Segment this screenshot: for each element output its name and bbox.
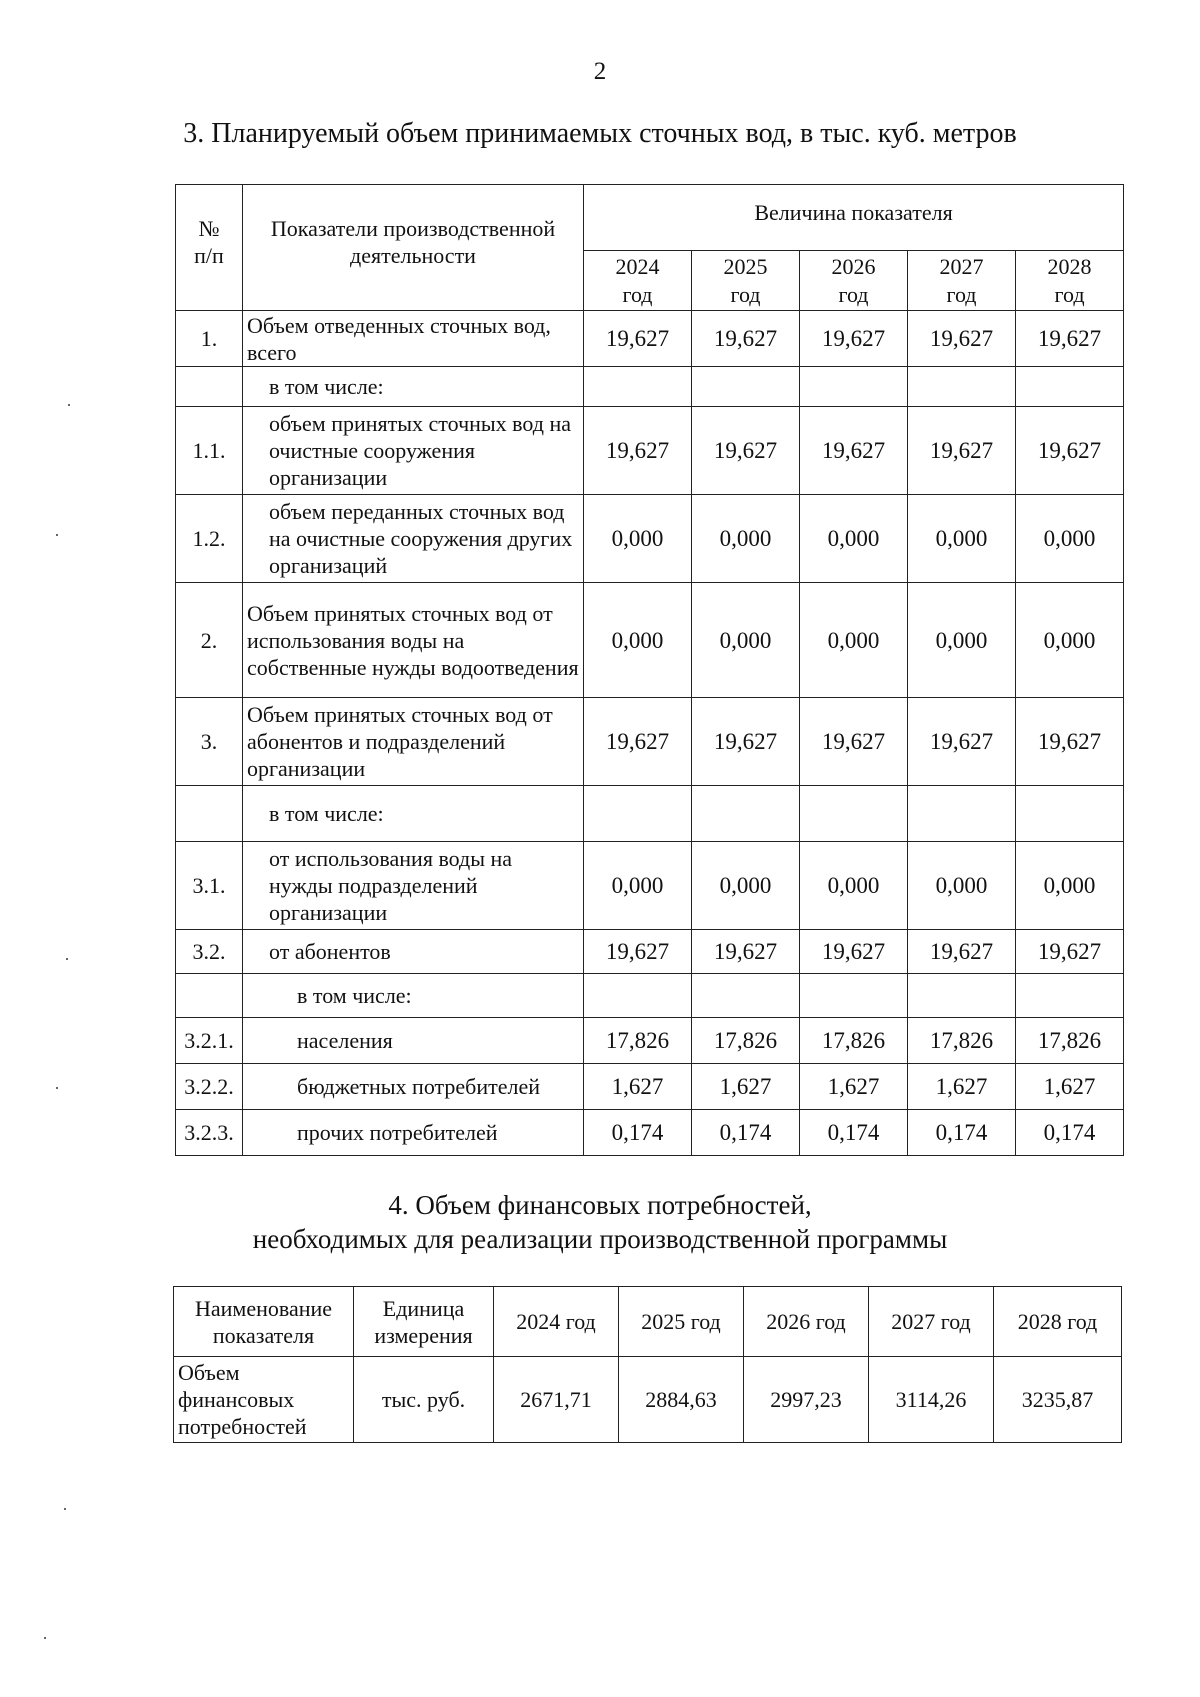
header-year: 2027 год xyxy=(869,1287,994,1357)
table-row xyxy=(176,367,1124,407)
row-value: 17,826 xyxy=(908,1018,1016,1064)
header-year: 2028 год xyxy=(994,1287,1122,1357)
header-year: 2026 год xyxy=(800,251,908,311)
row-value: 19,627 xyxy=(800,311,908,367)
row-value: 17,826 xyxy=(1016,1018,1124,1064)
margin-mark xyxy=(44,1637,46,1639)
table-row xyxy=(176,407,1124,495)
row-indicator: от использования воды на нужды подразделений организации xyxy=(243,842,584,930)
row-value: 19,627 xyxy=(584,407,692,495)
row-indicator: в том числе: xyxy=(243,367,584,407)
row-value: 19,627 xyxy=(1016,311,1124,367)
row-number: 3.1. xyxy=(176,842,243,930)
row-value xyxy=(692,786,800,842)
row-value xyxy=(800,367,908,407)
row-number xyxy=(176,786,243,842)
row-value: 0,174 xyxy=(1016,1110,1124,1156)
row-number: 3.2.3. xyxy=(176,1110,243,1156)
row-value: 0,000 xyxy=(1016,842,1124,930)
row-number: 3.2.1. xyxy=(176,1018,243,1064)
row-indicator: в том числе: xyxy=(243,786,584,842)
row-value: 0,174 xyxy=(800,1110,908,1156)
row-indicator: прочих потребителей xyxy=(243,1110,584,1156)
row-value: 1,627 xyxy=(800,1064,908,1110)
header-col-name: Наименование показателя xyxy=(174,1287,354,1357)
header-col-number: № п/п xyxy=(176,185,243,311)
row-number xyxy=(176,974,243,1018)
row-value xyxy=(584,974,692,1018)
row-value: 19,627 xyxy=(800,407,908,495)
row-value: 0,174 xyxy=(584,1110,692,1156)
header-col-value: Величина показателя xyxy=(584,185,1124,251)
row-value: 0,000 xyxy=(584,495,692,583)
section4-title-line2: необходимых для реализации производственной программы xyxy=(252,1224,948,1254)
row-value: 19,627 xyxy=(800,930,908,974)
row-value: 1,627 xyxy=(908,1064,1016,1110)
row-value: 2997,23 xyxy=(744,1357,869,1443)
table-row xyxy=(176,698,1124,786)
row-value xyxy=(908,974,1016,1018)
row-value: 19,627 xyxy=(584,311,692,367)
row-value xyxy=(1016,786,1124,842)
row-value: 19,627 xyxy=(1016,930,1124,974)
row-value: 19,627 xyxy=(800,698,908,786)
row-value: 0,000 xyxy=(1016,583,1124,698)
row-value xyxy=(692,367,800,407)
row-value xyxy=(1016,974,1124,1018)
row-value: 19,627 xyxy=(692,407,800,495)
table-row xyxy=(176,495,1124,583)
row-indicator: Объем отведенных сточных вод, всего xyxy=(243,311,584,367)
row-number: 1.1. xyxy=(176,407,243,495)
row-indicator: населения xyxy=(243,1018,584,1064)
row-number xyxy=(176,367,243,407)
row-value: 19,627 xyxy=(584,698,692,786)
header-year: 2024 год xyxy=(584,251,692,311)
row-value: 1,627 xyxy=(692,1064,800,1110)
row-value: 0,000 xyxy=(800,583,908,698)
table-row xyxy=(176,1018,1124,1064)
section3-title: 3. Планируемый объем принимаемых сточных вод, в тыс. куб. метров xyxy=(183,118,1017,149)
header-year: 2025 год xyxy=(692,251,800,311)
table-row xyxy=(176,311,1124,367)
row-value: 0,000 xyxy=(800,842,908,930)
row-value xyxy=(908,367,1016,407)
row-value: 17,826 xyxy=(800,1018,908,1064)
table-row xyxy=(176,1064,1124,1110)
header-year: 2027 год xyxy=(908,251,1016,311)
row-value: 19,627 xyxy=(692,311,800,367)
table-row xyxy=(176,930,1124,974)
row-number: 1. xyxy=(176,311,243,367)
financial-needs-table xyxy=(173,1286,1122,1443)
margin-mark xyxy=(64,1508,66,1510)
row-indicator: Объем принятых сточных вод от абонентов и подразделений организации xyxy=(243,698,584,786)
row-value: 0,000 xyxy=(908,842,1016,930)
table-row xyxy=(176,842,1124,930)
row-value: 17,826 xyxy=(692,1018,800,1064)
table-row xyxy=(176,786,1124,842)
header-year: 2025 год xyxy=(619,1287,744,1357)
row-value: 19,627 xyxy=(908,311,1016,367)
section4-title-line1: 4. Объем финансовых потребностей, xyxy=(388,1190,812,1220)
page-number: 2 xyxy=(593,58,607,85)
row-value: 1,627 xyxy=(1016,1064,1124,1110)
row-value: 0,000 xyxy=(908,583,1016,698)
row-number: 3.2.2. xyxy=(176,1064,243,1110)
row-value: 0,174 xyxy=(692,1110,800,1156)
row-value: 3235,87 xyxy=(994,1357,1122,1443)
row-indicator: от абонентов xyxy=(243,930,584,974)
header-year: 2028 год xyxy=(1016,251,1124,311)
row-value: 17,826 xyxy=(584,1018,692,1064)
row-indicator: объем принятых сточных вод на очистные сооружения организации xyxy=(243,407,584,495)
table-row xyxy=(176,1110,1124,1156)
row-number: 3. xyxy=(176,698,243,786)
row-value: 0,000 xyxy=(1016,495,1124,583)
row-value: 19,627 xyxy=(1016,407,1124,495)
header-col-indicator: Показатели производственной деятельности xyxy=(243,185,584,311)
row-number: 3.2. xyxy=(176,930,243,974)
margin-mark xyxy=(68,404,70,406)
row-value: 0,000 xyxy=(692,583,800,698)
row-number: 1.2. xyxy=(176,495,243,583)
row-value: 19,627 xyxy=(908,930,1016,974)
section4-title xyxy=(0,1188,1200,1256)
header-year: 2024 год xyxy=(494,1287,619,1357)
row-indicator: бюджетных потребителей xyxy=(243,1064,584,1110)
wastewater-volume-table xyxy=(175,184,1124,1156)
table-row xyxy=(176,583,1124,698)
row-value: 19,627 xyxy=(1016,698,1124,786)
row-indicator: в том числе: xyxy=(243,974,584,1018)
row-value: 19,627 xyxy=(692,930,800,974)
margin-mark xyxy=(56,1087,58,1089)
row-value: 19,627 xyxy=(584,930,692,974)
header-col-unit: Единица измерения xyxy=(354,1287,494,1357)
row-value: 0,174 xyxy=(908,1110,1016,1156)
row-value: 19,627 xyxy=(692,698,800,786)
row-value: 0,000 xyxy=(692,495,800,583)
row-value: 0,000 xyxy=(584,842,692,930)
row-indicator: Объем принятых сточных вод от использования воды на собственные нужды водоотведения xyxy=(243,583,584,698)
row-value: 0,000 xyxy=(800,495,908,583)
row-value xyxy=(1016,367,1124,407)
table-row xyxy=(176,974,1124,1018)
row-value: 0,000 xyxy=(584,583,692,698)
margin-mark xyxy=(66,958,68,960)
row-value xyxy=(584,786,692,842)
row-unit: тыс. руб. xyxy=(354,1357,494,1443)
row-value: 3114,26 xyxy=(869,1357,994,1443)
row-name: Объем финансовых потребностей xyxy=(174,1357,354,1443)
row-value xyxy=(800,786,908,842)
row-value: 19,627 xyxy=(908,407,1016,495)
header-year: 2026 год xyxy=(744,1287,869,1357)
row-value xyxy=(584,367,692,407)
row-value: 2671,71 xyxy=(494,1357,619,1443)
margin-mark xyxy=(56,534,58,536)
row-number: 2. xyxy=(176,583,243,698)
row-value xyxy=(800,974,908,1018)
row-value xyxy=(908,786,1016,842)
row-value xyxy=(692,974,800,1018)
row-value: 19,627 xyxy=(908,698,1016,786)
row-value: 2884,63 xyxy=(619,1357,744,1443)
row-value: 0,000 xyxy=(692,842,800,930)
row-value: 1,627 xyxy=(584,1064,692,1110)
row-indicator: объем переданных сточных вод на очистные сооружения других организаций xyxy=(243,495,584,583)
row-value: 0,000 xyxy=(908,495,1016,583)
